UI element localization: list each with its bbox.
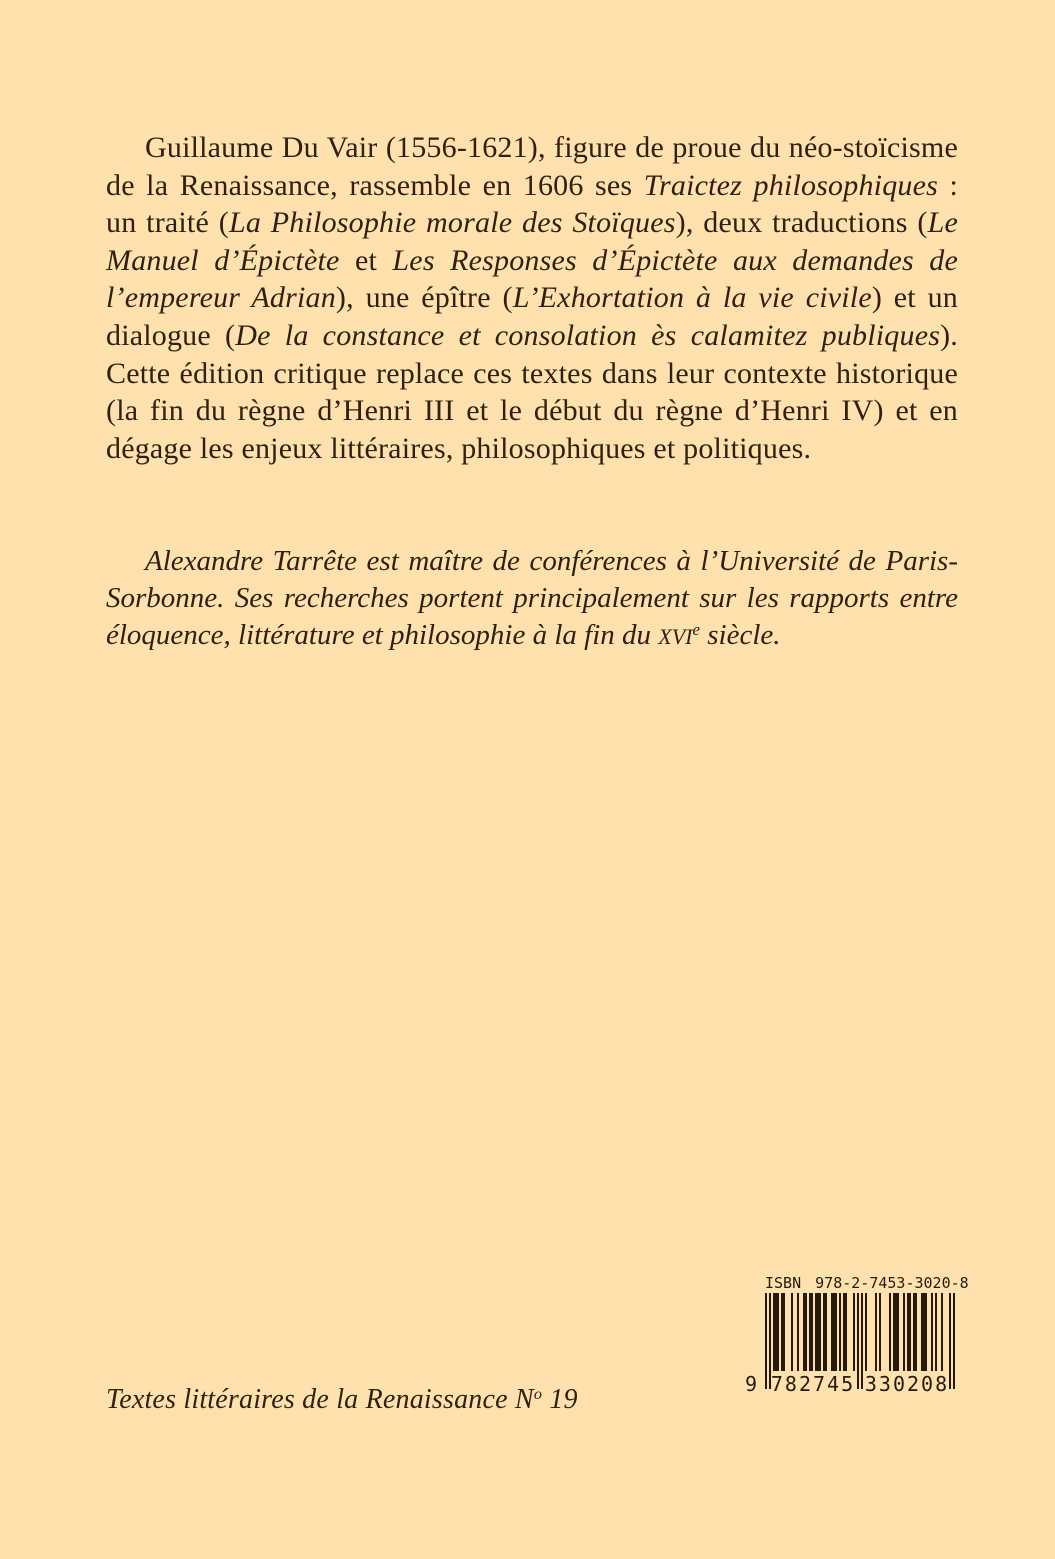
svg-text:782745: 782745 [770, 1372, 856, 1393]
text-segment: XVI [658, 624, 693, 649]
text-segment: 19 [542, 1384, 578, 1415]
summary-paragraph [106, 129, 958, 467]
isbn-label: ISBN 978-2-7453-3020-8 [765, 1274, 969, 1292]
text-segment: siècle. [699, 619, 781, 651]
text-segment: Alexandre Tarrête est maître de conférences à l’Université de Paris-Sorbonne. Ses recherches portent principalement sur les rapports entre éloquence, littérature et philosophie à la fin du [106, 545, 958, 651]
text-segment: Textes littéraires de la Renaissance N [106, 1384, 534, 1415]
svg-text:9: 9 [744, 1372, 758, 1393]
text-segment: ), deux traductions ( [675, 206, 928, 240]
text-segment: Les Responses d’Épictète aux demandes de l’empereur Adrian [106, 243, 959, 315]
text-segment: Le Manuel d’Épictète [106, 206, 958, 277]
ean-barcode [741, 1293, 959, 1398]
text-segment: e [692, 619, 700, 639]
text-segment: L’Exhortation à la vie civile [512, 281, 872, 315]
barcode-block [741, 1274, 969, 1398]
text-segment: ) et un dialogue ( [106, 281, 958, 352]
author-bio-paragraph [106, 543, 958, 657]
text-segment: : un traité ( [106, 168, 958, 240]
text-segment: et [339, 243, 393, 277]
text-segment: Guillaume Du Vair (1556-1621), figure de proue du néo-stoïcisme de la Renaissance, rassemble en 1606 ses [106, 131, 958, 202]
text-segment: La Philosophie morale des Stoïques [228, 206, 676, 240]
series-title [106, 1384, 578, 1416]
text-segment: Traictez philosophiques [643, 168, 938, 202]
text-segment: ), une épître ( [335, 281, 513, 315]
svg-text:330208: 330208 [864, 1372, 950, 1393]
text-segment: De la constance et consolation ès calamitez publiques [235, 318, 941, 352]
text-segment: ). Cette édition critique replace ces textes dans leur contexte historique (la fin du règne d’Henri III et le début du règne d’Henri IV) et en dégage les enjeux littéraires, philosophiques et politiques. [106, 318, 958, 465]
text-segment: o [533, 1385, 543, 1404]
